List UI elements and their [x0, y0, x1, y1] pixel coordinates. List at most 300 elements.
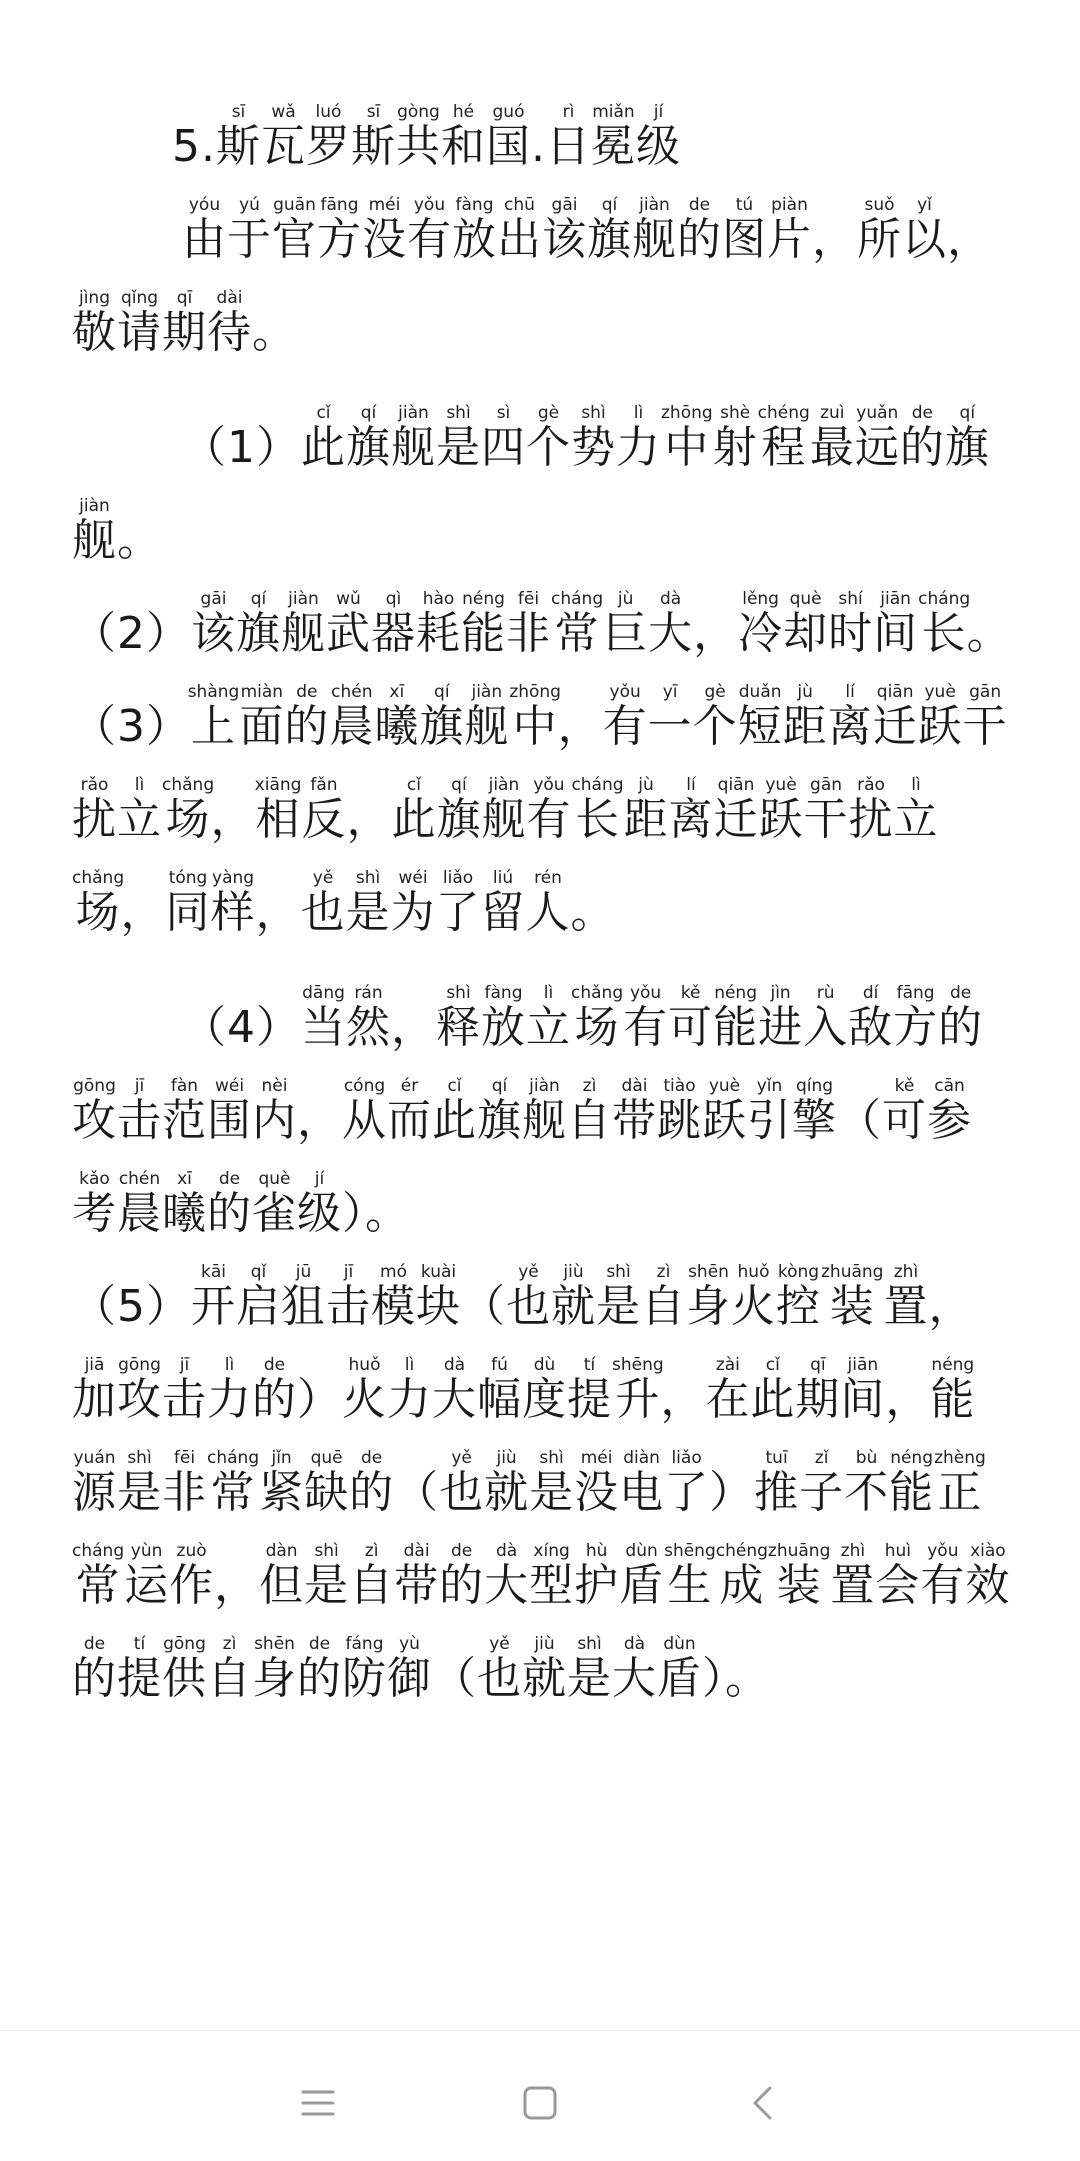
hanzi: 大 — [648, 608, 694, 659]
plain-text: （1） — [182, 422, 301, 473]
home-button[interactable] — [520, 2083, 560, 2123]
hanzi: 启 — [236, 1281, 281, 1332]
pinyin: mó — [371, 1262, 416, 1282]
pinyin: lì — [117, 775, 162, 795]
ruby-char — [571, 403, 616, 473]
pinyin: kòng — [776, 1262, 821, 1282]
pinyin: dàn — [259, 1541, 305, 1561]
ruby-char — [844, 1448, 890, 1518]
pinyin: tú — [722, 195, 767, 215]
ruby-char — [551, 1262, 596, 1332]
hanzi: 内 — [252, 1095, 297, 1146]
hanzi: 级 — [297, 1188, 342, 1239]
pinyin: lì — [616, 403, 661, 423]
pinyin: shì — [567, 1634, 612, 1654]
hanzi: 离 — [668, 794, 714, 845]
hanzi: 就 — [522, 1653, 567, 1704]
hanzi: 出 — [497, 214, 542, 265]
pinyin: zuì — [809, 403, 855, 423]
pinyin: fáng — [342, 1634, 387, 1654]
pinyin: guān — [272, 195, 317, 215]
ruby-char — [526, 403, 571, 473]
plain-text: 。 — [117, 515, 162, 566]
ruby-char — [349, 1541, 395, 1611]
ruby-char — [619, 1541, 665, 1611]
pinyin: shēn — [686, 1262, 731, 1282]
paragraph — [72, 587, 1012, 680]
pinyin: rù — [803, 983, 849, 1003]
hanzi: 射 — [712, 422, 758, 473]
hanzi: 成 — [715, 1560, 768, 1611]
pinyin: jiàn — [522, 1076, 567, 1096]
hanzi: 间 — [840, 1374, 886, 1425]
pinyin: yī — [647, 682, 693, 702]
ruby-char — [207, 288, 252, 358]
hanzi: 一 — [647, 701, 693, 752]
plain-text: ， — [812, 214, 857, 265]
hanzi: 是 — [596, 1281, 641, 1332]
ruby-char — [893, 775, 939, 845]
ruby-char — [686, 1262, 731, 1332]
plain-text: 5. — [172, 121, 216, 172]
pinyin: wéi — [390, 868, 436, 888]
pinyin: yuè — [758, 775, 804, 795]
ruby-char — [648, 589, 694, 659]
ruby-char — [169, 1541, 215, 1611]
ruby-char — [664, 1541, 716, 1611]
system-navigation-bar — [0, 2030, 1080, 2161]
hanzi: 置 — [830, 1560, 876, 1611]
hanzi: 跃 — [702, 1095, 747, 1146]
pinyin: dài — [207, 288, 252, 308]
pinyin: lì — [893, 775, 939, 795]
pinyin: jiù — [551, 1262, 596, 1282]
pinyin: yú — [227, 195, 272, 215]
hanzi: 可 — [882, 1095, 927, 1146]
pinyin: jī — [326, 1262, 371, 1282]
paragraph — [72, 680, 1012, 959]
ruby-char — [776, 1262, 821, 1332]
ruby-char — [391, 775, 437, 845]
menu-button[interactable] — [298, 2083, 338, 2123]
hanzi: 干 — [803, 794, 849, 845]
pinyin: qí — [236, 589, 281, 609]
hanzi: 敬 — [72, 307, 117, 358]
ruby-char — [713, 983, 759, 1053]
hanzi: 常 — [551, 608, 604, 659]
hanzi: 擎 — [792, 1095, 837, 1146]
pinyin: jù — [782, 682, 828, 702]
ruby-char — [668, 983, 714, 1053]
hanzi: 是 — [436, 422, 481, 473]
pinyin: zhōng — [661, 403, 713, 423]
pinyin: kuài — [416, 1262, 461, 1282]
pinyin: yuǎn — [854, 403, 900, 423]
pinyin: gōng — [117, 1355, 162, 1375]
hanzi: 立 — [526, 1002, 571, 1053]
pinyin: yóu — [182, 195, 227, 215]
ruby-char — [657, 1634, 702, 1704]
ruby-char — [342, 1634, 387, 1704]
pinyin: cháng — [207, 1448, 260, 1468]
pinyin: qì — [371, 589, 416, 609]
hanzi: 护 — [574, 1560, 620, 1611]
hanzi: 雀 — [252, 1188, 297, 1239]
ruby-char — [342, 1076, 387, 1146]
pinyin: nèi — [252, 1076, 297, 1096]
pinyin: jiān — [840, 1355, 886, 1375]
pinyin: dà — [648, 589, 694, 609]
pinyin: jiàn — [464, 682, 510, 702]
ruby-char — [481, 775, 527, 845]
pinyin: fāng — [317, 195, 362, 215]
hanzi: 范 — [162, 1095, 207, 1146]
ruby-char — [920, 1541, 966, 1611]
ruby-char — [803, 983, 849, 1053]
hanzi: 有 — [526, 794, 572, 845]
ruby-char — [162, 1634, 207, 1704]
hanzi: 样 — [210, 887, 256, 938]
ruby-char — [484, 1448, 530, 1518]
hanzi: 运 — [124, 1560, 170, 1611]
ruby-char — [758, 775, 804, 845]
pinyin: lí — [827, 682, 873, 702]
ruby-char — [301, 983, 346, 1053]
hanzi: 能 — [461, 608, 506, 659]
plain-text: ， — [346, 794, 392, 845]
pinyin: què — [252, 1169, 297, 1189]
hanzi: 的 — [207, 1188, 252, 1239]
ruby-char — [342, 1355, 387, 1425]
hanzi: 所 — [857, 214, 902, 265]
ruby-char — [345, 868, 391, 938]
pinyin: fēi — [162, 1448, 207, 1468]
pinyin: gōng — [72, 1076, 117, 1096]
ruby-char — [529, 1448, 575, 1518]
back-button[interactable] — [742, 2083, 782, 2123]
home-square-icon — [523, 2086, 557, 2120]
ruby-char — [227, 195, 272, 265]
plain-text: ， — [885, 1374, 931, 1425]
ruby-char — [165, 868, 211, 938]
plain-text: ， — [947, 214, 992, 265]
plain-text: ， — [210, 794, 256, 845]
ruby-char — [641, 1262, 686, 1332]
ruby-char — [917, 682, 963, 752]
ruby-char — [927, 1076, 972, 1146]
pinyin: jiā — [72, 1355, 117, 1375]
ruby-char — [623, 983, 669, 1053]
ruby-char — [477, 1076, 522, 1146]
pinyin: sī — [215, 102, 261, 122]
hanzi: 进 — [758, 1002, 804, 1053]
pinyin: cǐ — [301, 403, 346, 423]
hanzi: 立 — [117, 794, 162, 845]
pinyin: dà — [484, 1541, 530, 1561]
hanzi: 曦 — [374, 701, 420, 752]
hanzi: 间 — [873, 608, 919, 659]
pinyin: yù — [387, 1634, 432, 1654]
hanzi: 引 — [747, 1095, 792, 1146]
ruby-char — [782, 682, 828, 752]
ruby-char — [934, 1448, 986, 1518]
hanzi: 旗 — [944, 422, 990, 473]
pinyin: jí — [297, 1169, 342, 1189]
pinyin: huì — [875, 1541, 921, 1561]
plain-text: （ — [837, 1095, 882, 1146]
ruby-char — [571, 775, 624, 845]
ruby-char — [72, 1634, 117, 1704]
pinyin: jiù — [522, 1634, 567, 1654]
ruby-char — [477, 1355, 522, 1425]
hanzi: 块 — [416, 1281, 461, 1332]
hanzi: 四 — [481, 422, 526, 473]
hanzi: 入 — [803, 1002, 849, 1053]
ruby-char — [207, 1634, 252, 1704]
pinyin: shàng — [187, 682, 240, 702]
pinyin: wéi — [207, 1076, 252, 1096]
ruby-char — [657, 1076, 702, 1146]
pinyin: xiāng — [254, 775, 302, 795]
hanzi: 子 — [799, 1467, 845, 1518]
hanzi: 的 — [677, 214, 722, 265]
hanzi: 也 — [506, 1281, 551, 1332]
hanzi: 狙 — [281, 1281, 326, 1332]
pinyin: gān — [962, 682, 1008, 702]
hanzi: 距 — [623, 794, 669, 845]
pinyin: luó — [305, 102, 351, 122]
pinyin: cháng — [551, 589, 604, 609]
hanzi: 舰 — [281, 608, 326, 659]
pinyin: cóng — [342, 1076, 387, 1096]
ruby-char — [571, 983, 624, 1053]
ruby-char — [930, 1355, 976, 1425]
hanzi: 就 — [484, 1467, 530, 1518]
ruby-char — [210, 868, 256, 938]
ruby-char — [893, 983, 939, 1053]
hanzi: 的 — [252, 1374, 297, 1425]
plain-text: ， — [557, 701, 603, 752]
ruby-char — [72, 1076, 117, 1146]
ruby-char — [207, 1076, 252, 1146]
ruby-char — [239, 682, 285, 752]
hanzi: 力 — [616, 422, 661, 473]
hanzi: 舰 — [464, 701, 510, 752]
pinyin: tuī — [754, 1448, 800, 1468]
ruby-char — [162, 1169, 207, 1239]
ruby-char — [542, 195, 587, 265]
pinyin: dà — [432, 1355, 477, 1375]
pinyin: chǎng — [72, 868, 125, 888]
hanzi: 旗 — [587, 214, 632, 265]
pinyin: shēn — [252, 1634, 297, 1654]
pinyin: qī — [162, 288, 207, 308]
pinyin: xī — [374, 682, 420, 702]
hanzi: 是 — [345, 887, 391, 938]
pinyin: shì — [345, 868, 391, 888]
hanzi: 的 — [899, 422, 945, 473]
hanzi: 个 — [692, 701, 738, 752]
pinyin: rì — [545, 102, 591, 122]
plain-text: ， — [693, 608, 739, 659]
ruby-char — [162, 1448, 207, 1518]
hanzi: 巨 — [603, 608, 649, 659]
pinyin: chéng — [757, 403, 810, 423]
pinyin: dùn — [619, 1541, 665, 1561]
hanzi: 留 — [480, 887, 526, 938]
hanzi: 舰 — [391, 422, 436, 473]
hanzi: 反 — [301, 794, 347, 845]
ruby-char — [72, 1355, 117, 1425]
ruby-char — [72, 1169, 117, 1239]
pinyin: de — [677, 195, 722, 215]
ruby-char — [619, 1448, 665, 1518]
pinyin: yǒu — [526, 775, 572, 795]
hanzi: 方 — [893, 1002, 939, 1053]
pinyin: fú — [477, 1355, 522, 1375]
pinyin: cān — [927, 1076, 972, 1096]
pinyin: qí — [587, 195, 632, 215]
pinyin: qī — [795, 1355, 841, 1375]
ruby-char — [715, 1541, 768, 1611]
ruby-char — [72, 496, 117, 566]
hanzi: 器 — [371, 608, 416, 659]
pinyin: què — [783, 589, 829, 609]
hanzi: 级 — [635, 121, 681, 172]
hanzi: 舰 — [72, 515, 117, 566]
pinyin: wǔ — [326, 589, 371, 609]
pinyin: yě — [477, 1634, 522, 1654]
plain-text: ）。 — [342, 1188, 410, 1239]
hanzi: 距 — [782, 701, 828, 752]
hanzi: 自 — [349, 1560, 395, 1611]
pinyin: cháng — [571, 775, 624, 795]
pinyin: quē — [304, 1448, 350, 1468]
pinyin: de — [72, 1634, 117, 1654]
plain-text: （2） — [72, 608, 191, 659]
ruby-char — [767, 195, 812, 265]
document-body — [72, 100, 1012, 1725]
pinyin: dài — [612, 1076, 657, 1096]
ruby-char — [317, 195, 362, 265]
hanzi: 力 — [387, 1374, 432, 1425]
ruby-char — [574, 1541, 620, 1611]
plain-text: ， — [214, 1560, 260, 1611]
pinyin: dùn — [657, 1634, 702, 1654]
ruby-char — [574, 1448, 620, 1518]
plain-text: ， — [297, 1095, 342, 1146]
pinyin: shì — [436, 403, 481, 423]
ruby-char — [857, 195, 902, 265]
ruby-char — [477, 1634, 522, 1704]
pinyin: jiān — [873, 589, 919, 609]
hanzi: 置 — [883, 1281, 929, 1332]
hanzi: 中 — [509, 701, 561, 752]
hanzi: 人 — [525, 887, 571, 938]
ruby-char — [767, 1541, 831, 1611]
hanzi: 跃 — [917, 701, 963, 752]
hanzi: 升 — [612, 1374, 664, 1425]
plain-text: ） — [297, 1374, 342, 1425]
ruby-char — [124, 1541, 170, 1611]
ruby-char — [882, 1076, 927, 1146]
hanzi: 自 — [567, 1095, 612, 1146]
paragraph — [72, 100, 1012, 193]
ruby-char — [305, 102, 351, 172]
plain-text: 。 — [570, 887, 616, 938]
ruby-char — [117, 775, 162, 845]
ruby-char — [387, 1076, 432, 1146]
pinyin: gān — [803, 775, 849, 795]
ruby-char — [731, 1262, 776, 1332]
hanzi: 是 — [567, 1653, 612, 1704]
pinyin: gè — [692, 682, 738, 702]
ruby-char — [252, 1169, 297, 1239]
hanzi: 耗 — [416, 608, 461, 659]
ruby-char — [252, 1355, 297, 1425]
hanzi: 御 — [387, 1653, 432, 1704]
ruby-char — [72, 288, 117, 358]
ruby-char — [632, 195, 677, 265]
hanzi: 方 — [317, 214, 362, 265]
pinyin: yuán — [72, 1448, 117, 1468]
hanzi: 能 — [713, 1002, 759, 1053]
plain-text: （ — [461, 1281, 506, 1332]
hanzi: 提 — [567, 1374, 612, 1425]
pinyin: jiù — [484, 1448, 530, 1468]
pinyin: qiān — [872, 682, 918, 702]
pinyin: xī — [162, 1169, 207, 1189]
ruby-char — [272, 195, 317, 265]
pinyin: de — [284, 682, 330, 702]
ruby-char — [899, 403, 945, 473]
ruby-char — [284, 682, 330, 752]
hanzi: 该 — [542, 214, 587, 265]
hanzi: 场 — [72, 887, 125, 938]
pinyin: huǒ — [342, 1355, 387, 1375]
pinyin: qí — [944, 403, 990, 423]
ruby-char — [590, 102, 636, 172]
ruby-char — [485, 102, 531, 172]
ruby-char — [236, 589, 281, 659]
hanzi: 长 — [571, 794, 624, 845]
ruby-char — [668, 775, 714, 845]
ruby-char — [587, 195, 632, 265]
ruby-char — [72, 775, 117, 845]
pinyin: shè — [712, 403, 758, 423]
hanzi: 是 — [529, 1467, 575, 1518]
hanzi: 跃 — [758, 794, 804, 845]
back-chevron-icon — [750, 2085, 774, 2121]
hanzi: 冷 — [738, 608, 784, 659]
hanzi: 迁 — [713, 794, 759, 845]
hanzi: 防 — [342, 1653, 387, 1704]
hanzi: 了 — [664, 1467, 710, 1518]
hanzi: 没 — [362, 214, 407, 265]
pinyin: zì — [641, 1262, 686, 1282]
pinyin: néng — [889, 1448, 935, 1468]
ruby-char — [394, 1541, 440, 1611]
ruby-char — [162, 1076, 207, 1146]
ruby-char — [117, 1076, 162, 1146]
hanzi: 也 — [439, 1467, 485, 1518]
pinyin: zì — [349, 1541, 395, 1561]
pinyin: jiàn — [281, 589, 326, 609]
ruby-char — [526, 983, 571, 1053]
pinyin: hào — [416, 589, 461, 609]
hanzi: 该 — [191, 608, 236, 659]
pinyin: cǐ — [750, 1355, 796, 1375]
